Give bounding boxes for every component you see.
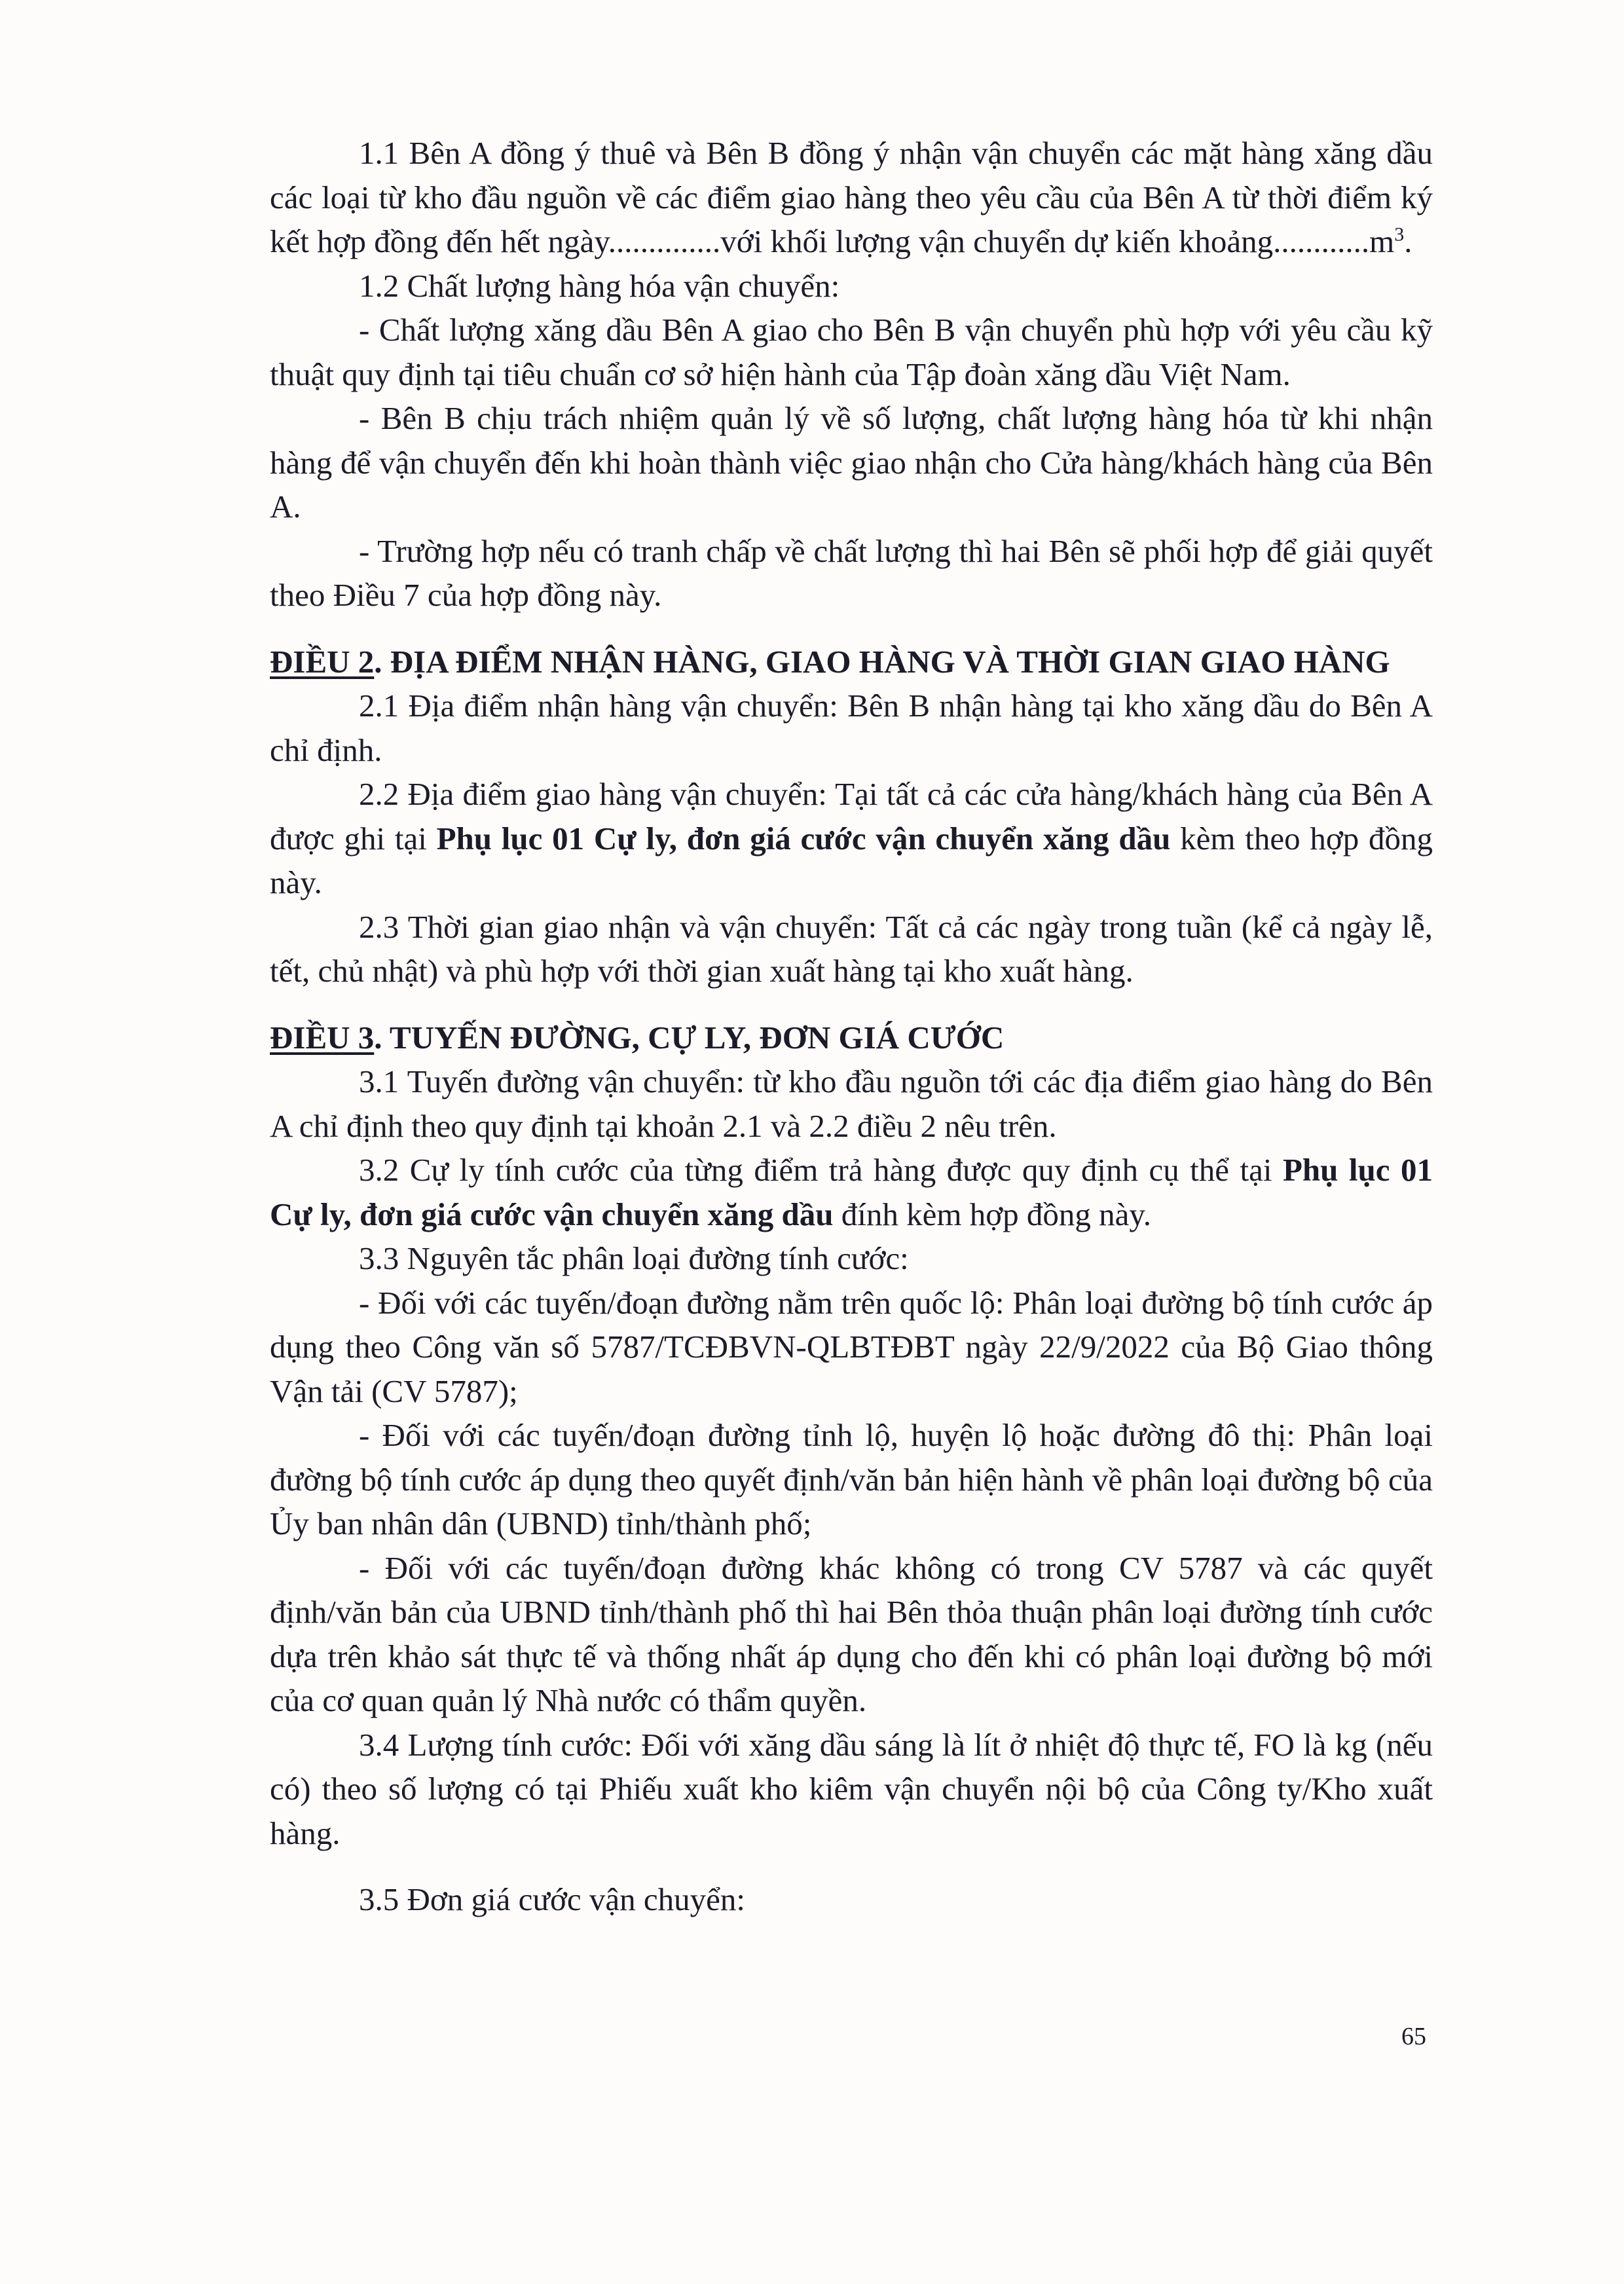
clause-3-5: 3.5 Đơn giá cước vận chuyển: bbox=[359, 1881, 745, 1917]
clause-2-1: 2.1 Địa điểm nhận hàng vận chuyển: Bên B nhận hàng tại kho xăng dầu do Bên A chỉ định. bbox=[270, 688, 1433, 768]
article-3-heading bbox=[270, 1016, 1433, 1060]
clause-1-2-item-3: - Trường hợp nếu có tranh chấp về chất lượng thì hai Bên sẽ phối hợp để giải quyết theo Điều 7 của hợp đồng này. bbox=[270, 532, 1433, 613]
clause-2-2-end: kèm theo hợp đồng này. bbox=[270, 820, 1433, 900]
clause-3-1: 3.1 Tuyến đường vận chuyển: từ kho đầu nguồn tới các địa điểm giao hàng do Bên A chỉ định theo quy định tại khoản 2.1 và 2.2 điều 2 nêu trên. bbox=[270, 1063, 1433, 1144]
clause-1-1-end: . bbox=[1404, 223, 1412, 259]
article-2-heading bbox=[270, 640, 1433, 684]
appendix-reference: Phụ lục 01 Cự ly, đơn giá cước vận chuyển xăng dầu bbox=[270, 1152, 1433, 1232]
appendix-reference: Phụ lục 01 Cự ly, đơn giá cước vận chuyển xăng dầu bbox=[436, 820, 1171, 856]
clause-3-2 bbox=[270, 1148, 1433, 1236]
clause-3-3-title: 3.3 Nguyên tắc phân loại đường tính cước: bbox=[359, 1240, 909, 1276]
page-number: 65 bbox=[1401, 2023, 1426, 2050]
clause-3-4: 3.4 Lượng tính cước: Đối với xăng dầu sáng là lít ở nhiệt độ thực tế, FO là kg (nếu có) theo số lượng có tại Phiếu xuất kho kiêm vận chuyển nội bộ của Công ty/Kho xuất hàng. bbox=[270, 1726, 1433, 1851]
article-3-title: . TUYẾN ĐƯỜNG, CỰ LY, ĐƠN GIÁ CƯỚC bbox=[374, 1019, 1005, 1056]
article-2-label: ĐIỀU 2 bbox=[270, 643, 375, 680]
clause-1-2-title: 1.2 Chất lượng hàng hóa vận chuyển: bbox=[359, 267, 840, 304]
clause-3-3-item-1: - Đối với các tuyến/đoạn đường nằm trên quốc lộ: Phân loại đường bộ tính cước áp dụng theo Công văn số 5787/TCĐBVN-QLBTĐBT ngày 22/9/2022 của Bộ Giao thông Vận tải (CV 5787); bbox=[270, 1284, 1433, 1409]
clause-3-2-end: đính kèm hợp đồng này. bbox=[833, 1196, 1151, 1232]
clause-2-3: 2.3 Thời gian giao nhận và vận chuyển: Tất cả các ngày trong tuần (kể cả ngày lễ, tết, chủ nhật) và phù hợp với thời gian xuất hàng tại kho xuất hàng. bbox=[270, 908, 1433, 989]
clause-3-3-item-3: - Đối với các tuyến/đoạn đường khác không có trong CV 5787 và các quyết định/văn bản của UBND tỉnh/thành phố thì hai Bên thỏa thuận phân loại đường tính cước dựa trên khảo sát thực tế và thống nhất áp dụng cho đến khi có phân loại đường bộ mới của cơ quan quản lý Nhà nước có thẩm quyền. bbox=[270, 1549, 1433, 1718]
document-body bbox=[270, 131, 1433, 1922]
clause-3-3-item-2: - Đối với các tuyến/đoạn đường tỉnh lộ, huyện lộ hoặc đường đô thị: Phân loại đường bộ tính cước áp dụng theo quyết định/văn bản hiện hành về phân loại đường bộ của Ủy ban nhân dân (UBND) tỉnh/thành phố; bbox=[270, 1417, 1433, 1541]
clause-1-1-text: 1.1 Bên A đồng ý thuê và Bên B đồng ý nhận vận chuyển các mặt hàng xăng dầu các loại từ kho đầu nguồn về các điểm giao hàng theo yêu cầu của Bên A từ thời điểm ký kết hợp đồng đến hết ngày..............với khối lượng vận chuyển dự kiến khoảng............m bbox=[270, 135, 1433, 259]
clause-2-2 bbox=[270, 772, 1433, 905]
clause-3-2-text: 3.2 Cự ly tính cước của từng điểm trả hàng được quy định cụ thể tại bbox=[359, 1152, 1283, 1188]
clause-1-1 bbox=[270, 131, 1433, 264]
cubic-superscript: 3 bbox=[1394, 223, 1405, 246]
clause-1-2-item-1: - Chất lượng xăng dầu Bên A giao cho Bên B vận chuyển phù hợp với yêu cầu kỹ thuật quy định tại tiêu chuẩn cơ sở hiện hành của Tập đoàn xăng dầu Việt Nam. bbox=[270, 312, 1433, 392]
clause-1-2-item-2: - Bên B chịu trách nhiệm quản lý về số lượng, chất lượng hàng hóa từ khi nhận hàng để vận chuyển đến khi hoàn thành việc giao nhận cho Cửa hàng/khách hàng của Bên A. bbox=[270, 400, 1433, 525]
article-3-label: ĐIỀU 3 bbox=[270, 1019, 375, 1056]
clause-2-2-text: 2.2 Địa điểm giao hàng vận chuyển: Tại tất cả các cửa hàng/khách hàng của Bên A được ghi tại bbox=[270, 776, 1433, 856]
article-2-title: . ĐỊA ĐIỂM NHẬN HÀNG, GIAO HÀNG VÀ THỜI GIAN GIAO HÀNG bbox=[374, 643, 1390, 680]
